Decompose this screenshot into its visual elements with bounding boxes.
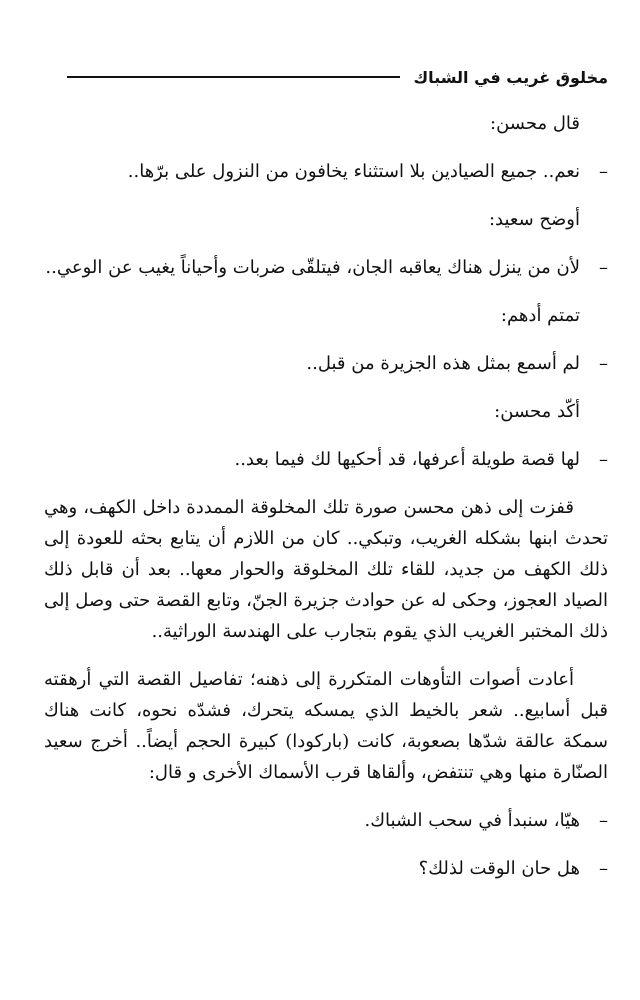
- dialogue-text: لأن من ينزل هناك يعاقبه الجان، فيتلقّى ضربات وأحياناً يغيب عن الوعي..: [45, 257, 580, 278]
- narrative-paragraph: أعادت أصوات التأوهات المتكررة إلى ذهنه؛ تفاصيل القصة التي أرهقته قبل أسابيع.. شعر بالخيط الذي يمسكه يتحرك، فشدّه نحوه، كانت هناك سمكة عالقة شدّها بصعوبة، كانت (باركودا) كبيرة الحجم أيضاً.. أخرج سعيد الصنّارة منها وهي تنتفض، وألقاها قرب الأسماك الأخرى و قال:: [44, 669, 608, 783]
- dialogue-line: [44, 853, 608, 884]
- running-header-title: مخلوق غريب في الشباك: [413, 67, 608, 87]
- page-body: [44, 108, 608, 901]
- speaker-line: أوضح سعيد:: [488, 209, 580, 230]
- dialogue-text: هيّا، سنبدأ في سحب الشباك.: [364, 810, 580, 831]
- dialogue-text: هل حان الوقت لذلك؟: [418, 858, 580, 879]
- dialogue-dash: –: [599, 449, 608, 470]
- dialogue-line: [44, 156, 608, 187]
- dialogue-line: [44, 805, 608, 836]
- dialogue-line: [44, 444, 608, 475]
- dialogue-dash: –: [599, 257, 608, 278]
- speaker-line: قال محسن:: [490, 113, 580, 134]
- dialogue-line: [44, 252, 608, 283]
- speaker-line: تمتم أدهم:: [500, 305, 580, 326]
- dialogue-dash: –: [599, 858, 608, 879]
- dialogue-text: لها قصة طويلة أعرفها، قد أحكيها لك فيما بعد..: [234, 449, 580, 470]
- speaker-line: أكّد محسن:: [494, 401, 580, 422]
- page-header: [32, 62, 608, 92]
- narrative-paragraph: قفزت إلى ذهن محسن صورة تلك المخلوقة الممددة داخل الكهف، وهي تحدث ابنها بشكله الغريب، وتبكي.. كان من اللازم أن يتابع بحثه للعودة إلى ذلك الكهف من جديد، للقاء تلك المخلوقة والحوار معها.. بعد أن قابل ذلك الصياد العجوز، وحكى له عن حوادث جزيرة الجنّ، وتابع القصة حتى وصل إلى ذلك المختبر الغريب الذي يقوم بتجارب على الهندسة الوراثية..: [44, 497, 608, 642]
- header-rule: [67, 76, 400, 78]
- dialogue-text: نعم.. جميع الصيادين بلا استثناء يخافون من النزول على برّها..: [127, 161, 580, 182]
- dialogue-line: [44, 348, 608, 379]
- dialogue-dash: –: [599, 810, 608, 831]
- dialogue-dash: –: [599, 161, 608, 182]
- dialogue-dash: –: [599, 353, 608, 374]
- dialogue-text: لم أسمع بمثل هذه الجزيرة من قبل..: [306, 353, 580, 374]
